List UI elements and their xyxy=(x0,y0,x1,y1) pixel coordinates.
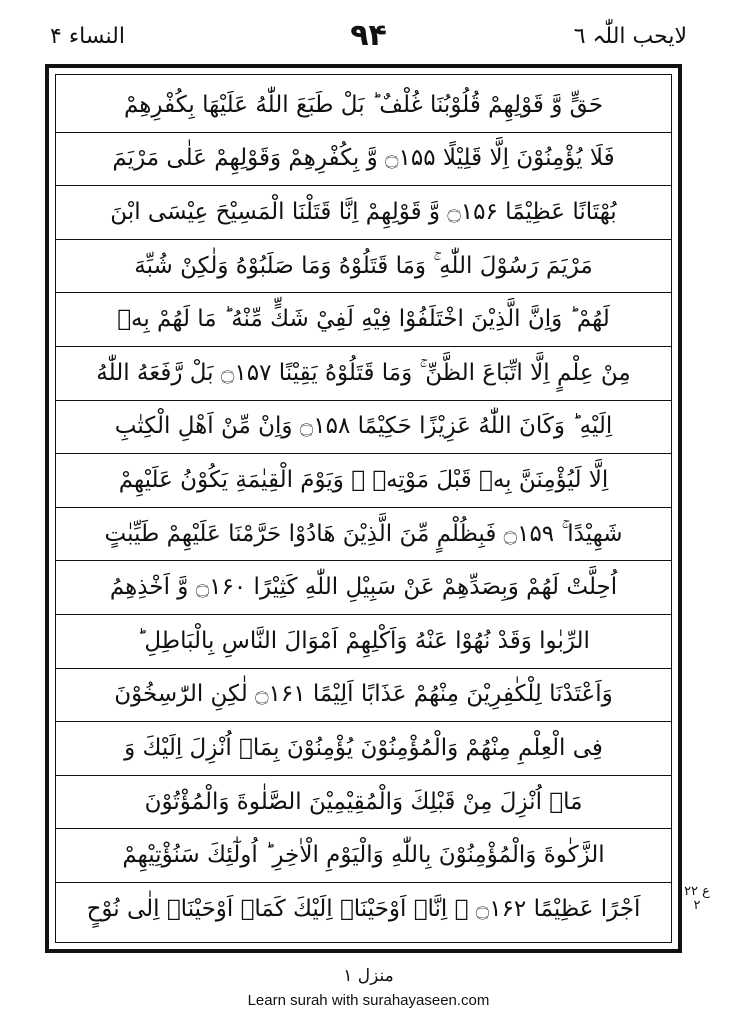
page-frame xyxy=(45,64,682,953)
ruku-marker: ع ٢٢ ٢ xyxy=(684,884,710,913)
juz-name-label: لایحب اللّٰہ ٦ xyxy=(573,24,687,49)
verse-line: فِى الْعِلْمِ مِنْهُمْ وَالْمُؤْمِنُوْنَ يُؤْمِنُوْنَ بِمَاۤ اُنْزِلَ اِلَيْكَ وَ xyxy=(56,722,671,776)
verse-line: اِلَيْهِ ؕ وَكَانَ اللّٰهُ عَزِيْزًا حَكِيْمًا ۝۱۵۸ وَاِنْ مِّنْ اَهْلِ الْكِتٰبِ xyxy=(56,401,671,455)
verse-line: شَهِيْدًا ۚ ۝۱۵۹ فَبِظُلْمٍ مِّنَ الَّذِيْنَ هَادُوْا حَرَّمْنَا عَلَيْهِمْ طَيِّبٰتٍ xyxy=(56,508,671,562)
verse-line: اِلَّا لَيُؤْمِنَنَّ بِهٖ قَبْلَ مَوْتِهٖ ۚ وَيَوْمَ الْقِيٰمَةِ يَكُوْنُ عَلَيْهِمْ xyxy=(56,454,671,508)
verse-line: بُهْتَانًا عَظِيْمًا ۝۱۵۶ وَّ قَوْلِهِمْ اِنَّا قَتَلْنَا الْمَسِيْحَ عِيْسَى ابْنَ xyxy=(56,186,671,240)
page-number: ۹۴ xyxy=(350,18,387,53)
manzil-label: منزل ۱ xyxy=(343,966,394,986)
verse-line: اَجْرًا عَظِيْمًا ۝۱۶۲ ۚ اِنَّاۤ اَوْحَيْنَاۤ اِلَيْكَ كَمَاۤ اَوْحَيْنَاۤ اِلٰى نُوْحٍ xyxy=(86,896,641,923)
verse-line: فَلَا يُؤْمِنُوْنَ اِلَّا قَلِيْلًا ۝۱۵۵ وَّ بِكُفْرِهِمْ وَقَوْلِهِمْ عَلٰى مَرْيَمَ xyxy=(56,133,671,187)
verse-line: مَاۤ اُنْزِلَ مِنْ قَبْلِكَ وَالْمُقِيْمِيْنَ الصَّلٰوةَ وَالْمُؤْتُوْنَ xyxy=(56,776,671,830)
verse-line: اُحِلَّتْ لَهُمْ وَبِصَدِّهِمْ عَنْ سَبِيْلِ اللّٰهِ كَثِيْرًا ۝۱۶۰ وَّ اَخْذِهِمُ xyxy=(56,561,671,615)
verse-line: الرِّبٰوا وَقَدْ نُهُوْا عَنْهُ وَاَكْلِهِمْ اَمْوَالَ النَّاسِ بِالْبَاطِلِ ؕ xyxy=(56,615,671,669)
website-link[interactable]: Learn surah with surahayaseen.com xyxy=(247,992,490,1009)
inner-frame xyxy=(55,74,672,943)
surah-name-label: النساء ۴ xyxy=(50,24,125,49)
verse-lines xyxy=(56,79,671,942)
page-header xyxy=(0,14,737,64)
verse-line: وَاَعْتَدْنَا لِلْكٰفِرِيْنَ مِنْهُمْ عَذَابًا اَلِيْمًا ۝۱۶۱ لٰكِنِ الرّٰسِخُوْنَ xyxy=(56,669,671,723)
verse-line: لَهُمْ ؕ وَاِنَّ الَّذِيْنَ اخْتَلَفُوْا فِيْهِ لَفِيْ شَكٍّ مِّنْهُ ؕ مَا لَهُمْ بِهٖ xyxy=(56,293,671,347)
verse-line: مِنْ عِلْمٍ اِلَّا اتِّبَاعَ الظَّنِّ ۚ وَمَا قَتَلُوْهُ يَقِيْنًا ۝۱۵۷ بَلْ رَّفَعَهُ اللّٰهُ xyxy=(56,347,671,401)
verse-line: حَقٍّ وَّ قَوْلِهِمْ قُلُوْبُنَا غُلْفٌ ؕ بَلْ طَبَعَ اللّٰهُ عَلَيْهَا بِكُفْرِهِمْ xyxy=(56,79,671,133)
verse-line: الزَّكٰوةَ وَالْمُؤْمِنُوْنَ بِاللّٰهِ وَالْيَوْمِ الْاٰخِرِ ؕ اُولٰٓئِكَ سَنُؤْتِيْهِمْ xyxy=(56,829,671,883)
verse-line: مَرْيَمَ رَسُوْلَ اللّٰهِ ۚ وَمَا قَتَلُوْهُ وَمَا صَلَبُوْهُ وَلٰكِنْ شُبِّهَ xyxy=(56,240,671,294)
